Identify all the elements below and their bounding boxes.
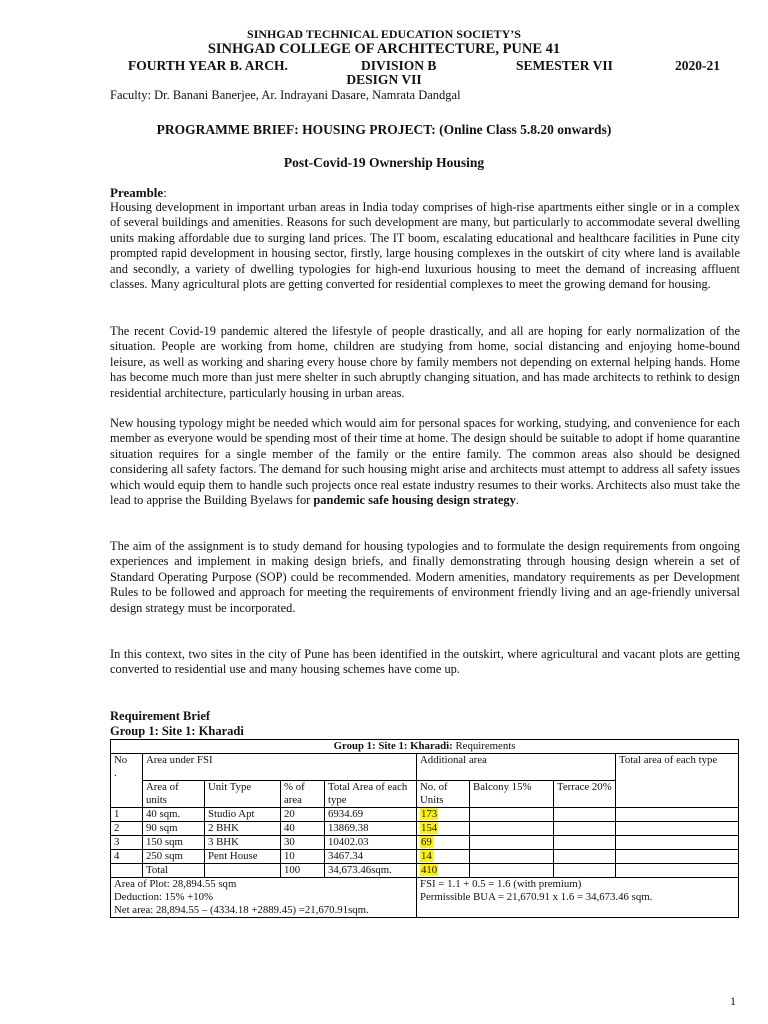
preamble-paragraph-3 <box>110 416 740 509</box>
requirements-table <box>110 739 739 918</box>
deduction: Deduction: 15% +10% <box>114 890 214 903</box>
faculty-line: Faculty: Dr. Banani Banerjee, Ar. Indrayani Dasare, Namrata Dandgal <box>110 88 461 102</box>
total-area: 34,673.46sqm. <box>325 863 417 877</box>
col-terrace: Terrace 20% <box>554 780 616 807</box>
units-highlight: 173 <box>421 807 438 820</box>
fsi-value: FSI = 1.1 + 0.5 = 1.6 (with premium) <box>420 877 582 890</box>
net-area: Net area: 28,894.55 – (4334.18 +2889.45) =21,670.91sqm. <box>114 903 369 916</box>
table-row: 2 90 sqm 2 BHK 40 13869.38 154 <box>111 821 739 835</box>
total-units-highlight: 410 <box>421 863 438 876</box>
col-pct-area: % of area <box>281 780 325 807</box>
area-under-fsi-header: Area under FSI <box>143 754 417 781</box>
table-column-header-row <box>111 780 739 807</box>
page-number: 1 <box>730 994 736 1008</box>
preamble-heading <box>110 185 167 201</box>
preamble-label: Preamble <box>110 185 164 200</box>
col-unit-type: Unit Type <box>205 780 281 807</box>
preamble-paragraph-5: In this context, two sites in the city of Pune has been identified in the outskirt, where agricultural and vacant plots are getting converted to residential use and many housing schemes have come up. <box>110 647 740 677</box>
table-group-header-row <box>111 754 739 781</box>
programme-title: PROGRAMME BRIEF: HOUSING PROJECT: (Online Class 5.8.20 onwards) <box>156 122 612 137</box>
paragraph-3-end: . <box>515 493 519 508</box>
plot-summary <box>111 877 417 917</box>
no-header-bottom <box>111 780 143 807</box>
col-total-empty <box>616 780 739 807</box>
requirement-brief-label: Requirement Brief <box>110 709 211 723</box>
units-highlight: 154 <box>421 821 438 834</box>
group-title: Group 1: Site 1: Kharadi <box>110 724 244 738</box>
preamble-paragraph-1: Housing development in important urban areas in India today comprises of high-rise apartments either single or in a complex of several buildings and amenities. Reasons for such development are many, but particularly to accommodate several dwelling units making affordable due to surging land prices. The IT boom, escalating educational and healthcare facilities in Pune city prompted rapid development in housing sector, firstly, large housing complexes in the outskirt of city where land is available and secondly, a variety of dwelling typologies for high-end luxurious housing to meet the demand of increasing affluent classes. Many agricultural plots are getting converted for residential complexes to meet the growing demand for housing. <box>110 200 740 292</box>
plot-area: Area of Plot: 28,894.55 sqm <box>114 877 237 890</box>
units-highlight: 14 <box>421 849 432 862</box>
preamble-colon: : <box>163 185 167 200</box>
permissible-bua: Permissible BUA = 21,670.91 x 1.6 = 34,673.46 sqm. <box>420 890 653 903</box>
total-pct: 100 <box>281 863 325 877</box>
additional-area-header: Additional area <box>417 754 616 781</box>
requirement-heading <box>110 709 244 739</box>
table-caption-row <box>111 740 739 754</box>
total-area-each-type-header: Total area of each type <box>616 754 739 781</box>
subject-title: DESIGN VII <box>346 72 422 87</box>
division-label: DIVISION B <box>361 58 437 73</box>
table-caption <box>111 740 739 754</box>
units-highlight: 69 <box>421 835 432 848</box>
total-label: Total <box>143 863 205 877</box>
table-row: 3 150 sqm 3 BHK 30 10402.03 69 <box>111 835 739 849</box>
col-balcony: Balcony 15% <box>470 780 554 807</box>
paragraph-3-text: New housing typology might be needed which would aim for personal spaces for working, studying, and convenience for each member as everyone would be spending most of their time at home. The design should be suitable to adopt if home quarantine situation requires for a single member of the family or the entire family. The common areas also should be designed considering all safety factors. The demand for such housing might arise and architects must attempt to address all safety issues which would equip them to handle such projects once real estate industry resumes to their works. Architects also must take the lead to apprise the Building Byelaws for <box>110 416 740 508</box>
society-name: SINHGAD TECHNICAL EDUCATION SOCIETY’S <box>247 27 521 41</box>
fsi-summary <box>417 877 739 917</box>
year-label: FOURTH YEAR B. ARCH. <box>128 58 288 73</box>
col-total-area: Total Area of each type <box>325 780 417 807</box>
semester-label: SEMESTER VII <box>516 58 613 73</box>
college-name: SINHGAD COLLEGE OF ARCHITECTURE, PUNE 41 <box>207 41 561 57</box>
no-header-top: No . <box>111 754 143 781</box>
table-summary-row <box>111 877 739 917</box>
table-row: 1 40 sqm. Studio Apt 20 6934.69 173 <box>111 807 739 821</box>
table-total-row <box>111 863 739 877</box>
table-row: 4 250 sqm Pent House 10 3467.34 14 <box>111 849 739 863</box>
document-subtitle: Post-Covid-19 Ownership Housing <box>283 155 485 170</box>
table-caption-site: Group 1: Site 1: Kharadi: <box>333 740 453 752</box>
table-caption-suffix: Requirements <box>452 740 516 752</box>
session-label: 2020-21 <box>675 58 720 73</box>
col-area-units: Area of units <box>143 780 205 807</box>
col-no-units: No. of Units <box>417 780 470 807</box>
paragraph-3-emphasis: pandemic safe housing design strategy <box>313 493 516 508</box>
preamble-paragraph-2: The recent Covid-19 pandemic altered the lifestyle of people drastically, and all are hoping for early normalization of the situation. People are working from home, children are studying from home, social distancing and enjoying home-bound leisure, as well as working and sharing every house chore by family members not depending on external helping hands. Home has become much more than just mere shelter in such abruptly changing situation, and has made architects to rethink to design residential architecture, particularly housing in urban areas. <box>110 324 740 400</box>
preamble-paragraph-4: The aim of the assignment is to study demand for housing typologies and to formulate the design requirements from ongoing experiences and implement in making design briefs, and finally demonstrating through housing design wherein a set of Standard Operating Purpose (SOP) could be recommended. Modern amenities, mandatory requirements as per Development Rules to be followed and approach for meeting the requirements of environment friendly living and an age-friendly universal design strategy must be incorporated. <box>110 539 740 615</box>
